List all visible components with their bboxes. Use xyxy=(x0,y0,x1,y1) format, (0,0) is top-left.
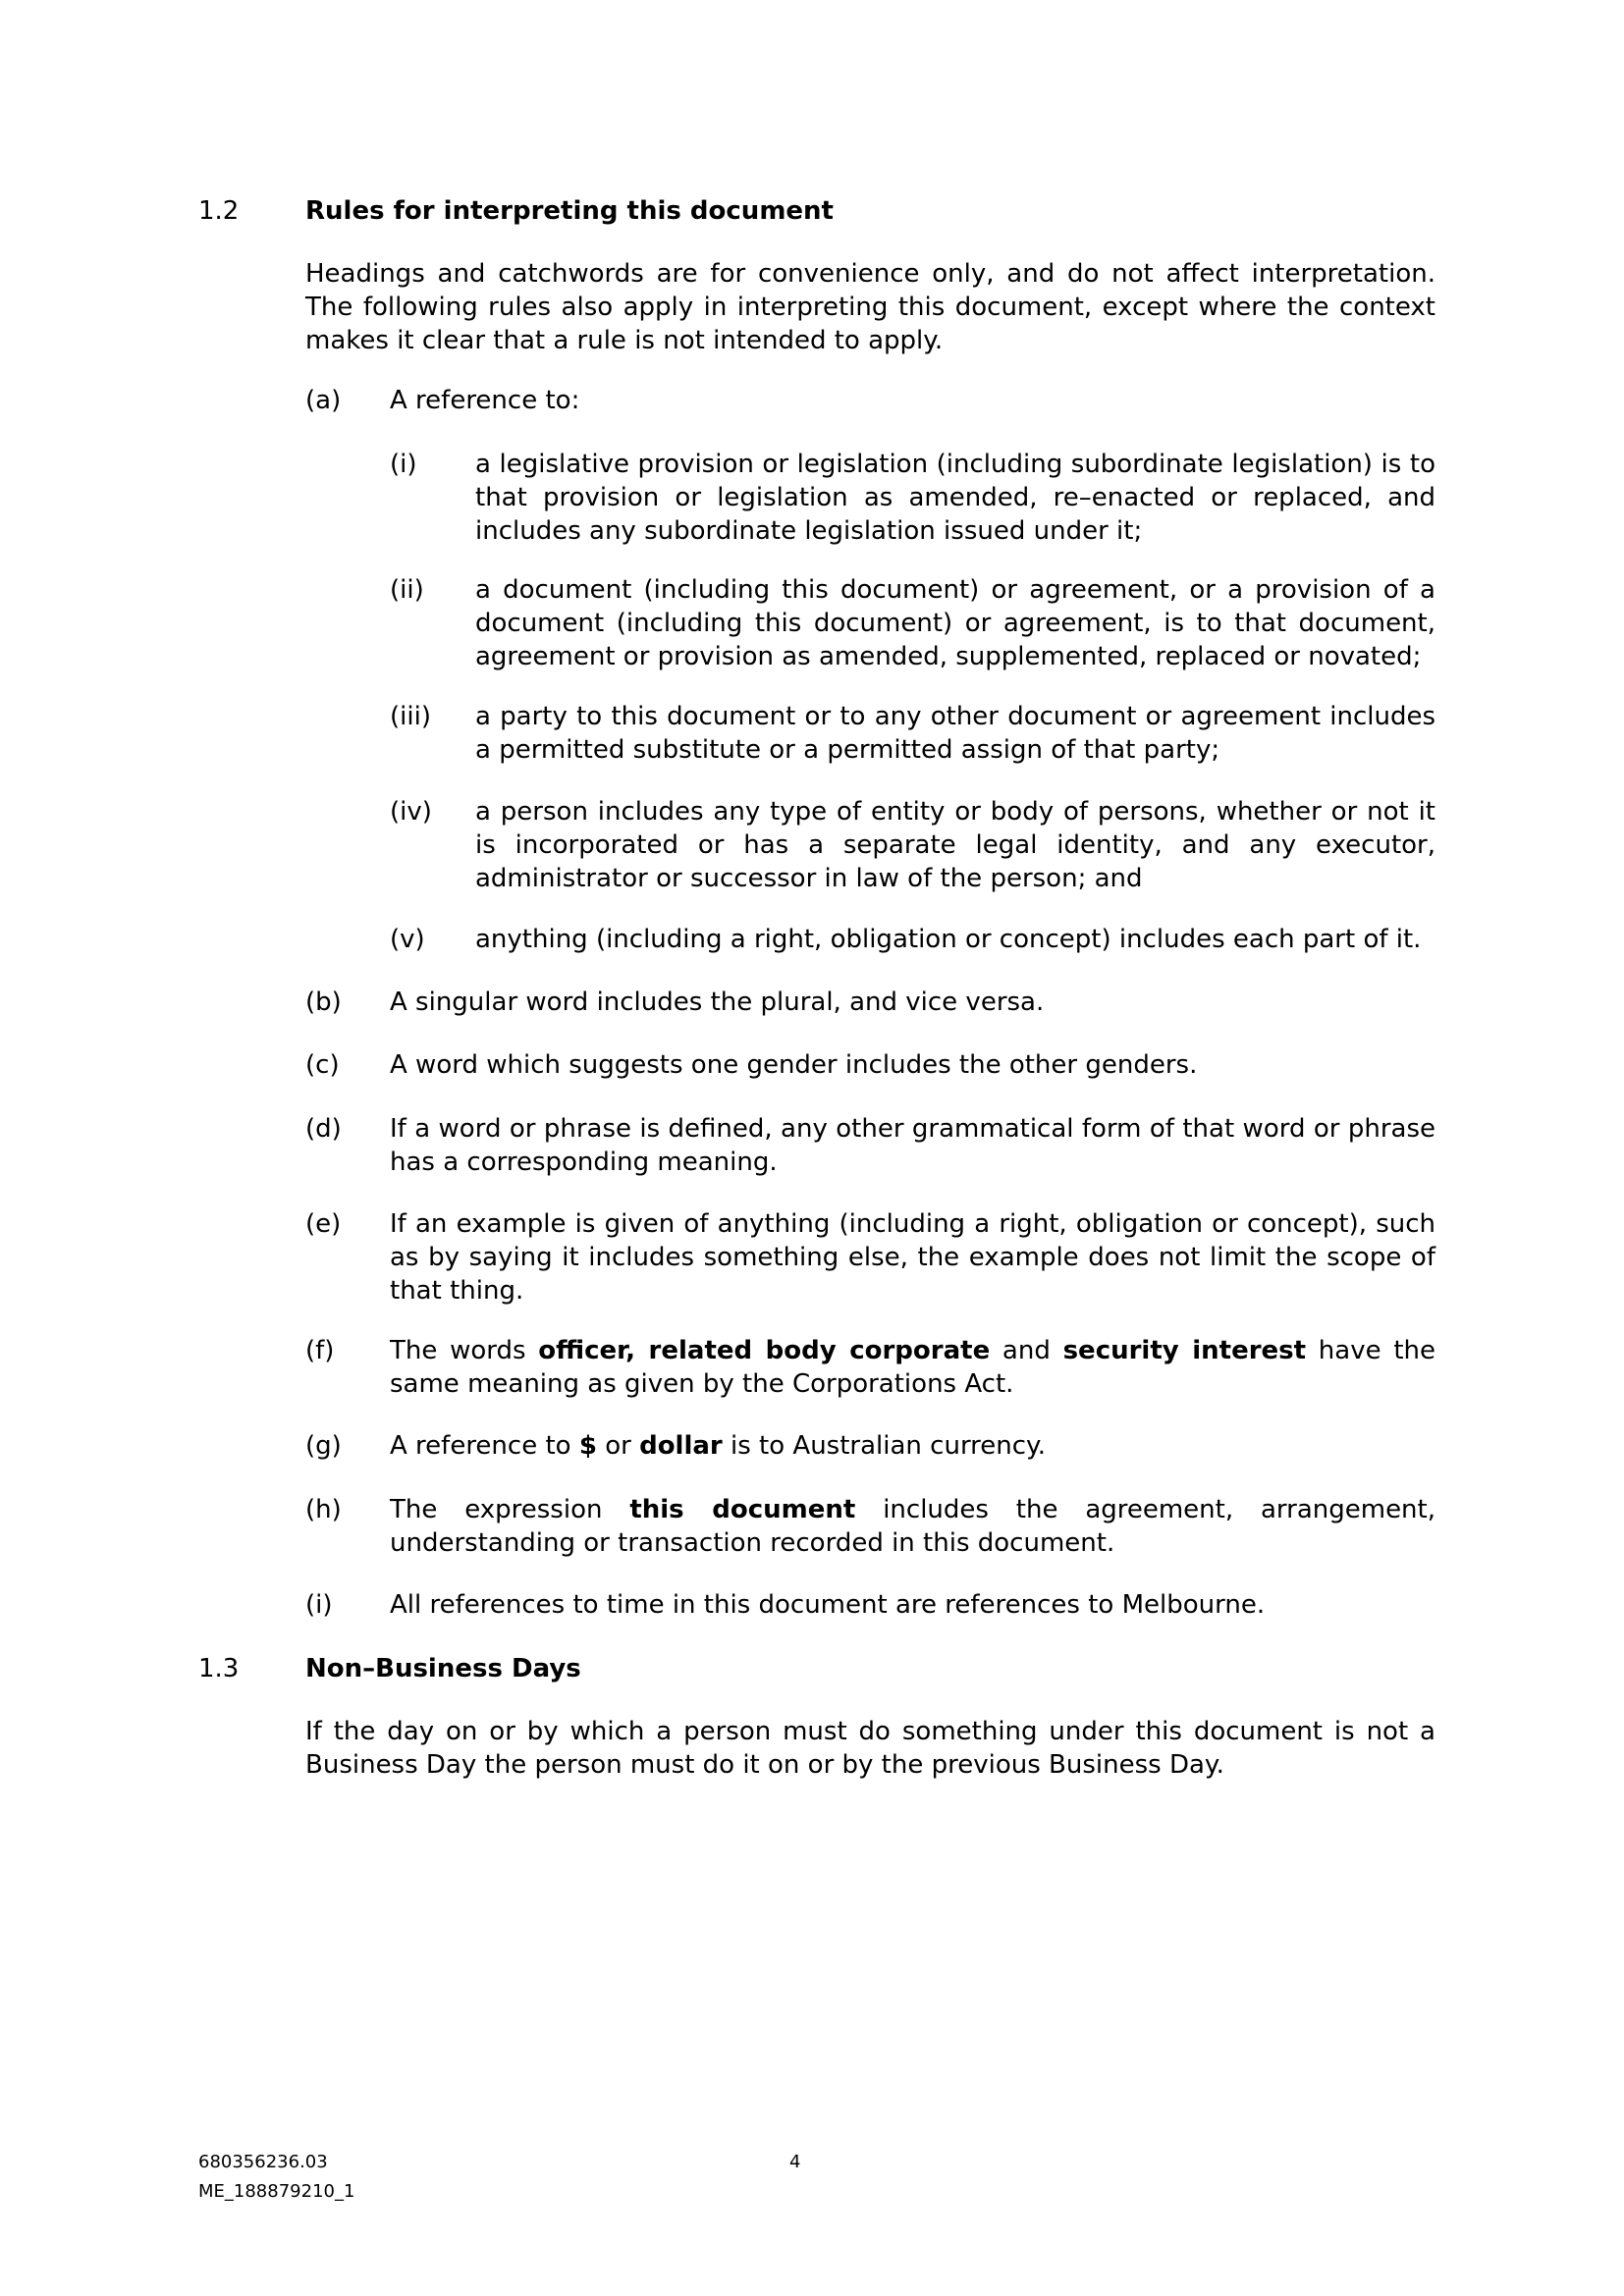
section-text: If the day on or by which a person must do something under this document is not a Business Day the person must do it on or by the previous Business Day. xyxy=(305,1717,1435,1780)
page-number: 4 xyxy=(789,2152,801,2172)
item-label: (d) xyxy=(305,1114,342,1144)
subitem-label: (iv) xyxy=(390,797,432,827)
defined-term: this document xyxy=(629,1495,856,1524)
section-intro: Headings and catchwords are for convenience only, and do not affect interpretation. The following rules also apply in interpreting this document, except where the context makes it clear that a rule is not intended to apply. xyxy=(305,259,1435,355)
item-label: (g) xyxy=(305,1431,342,1461)
item-text: The words officer, related body corporate and security interest have the same meaning as given by the Corporations Act. xyxy=(390,1336,1435,1399)
item-text: A word which suggests one gender includes the other genders. xyxy=(390,1050,1198,1080)
item-label: (i) xyxy=(305,1590,333,1620)
item-text: All references to time in this document are references to Melbourne. xyxy=(390,1590,1266,1620)
subitem-label: (iii) xyxy=(390,702,431,731)
subitem-text: anything (including a right, obligation or concept) includes each part of it. xyxy=(475,925,1422,954)
item-text: The expression this document includes the agreement, arrangement, understanding or transaction recorded in this document. xyxy=(390,1495,1435,1558)
item-text: A reference to: xyxy=(390,386,580,415)
subitem-text: a document (including this document) or agreement, or a provision of a document (including this document) or agreement, is to that document, agreement or provision as amended, supplemented, replaced or novated; xyxy=(475,575,1435,671)
section-number: 1.2 xyxy=(198,196,240,226)
footer-doc-id: 680356236.03 xyxy=(198,2152,328,2172)
item-label: (h) xyxy=(305,1495,342,1524)
section-title: Rules for interpreting this document xyxy=(305,196,834,226)
footer-ref: ME_188879210_1 xyxy=(198,2181,355,2202)
subitem-text: a person includes any type of entity or body of persons, whether or not it is incorporated or has a separate legal identity, and any executor, administrator or successor in law of the person; and xyxy=(475,797,1435,893)
item-label: (b) xyxy=(305,988,342,1017)
subitem-label: (v) xyxy=(390,925,425,954)
defined-term: $ xyxy=(578,1431,597,1461)
item-label: (a) xyxy=(305,386,342,415)
item-text: If a word or phrase is defined, any other grammatical form of that word or phrase has a corresponding meaning. xyxy=(390,1114,1435,1177)
item-label: (c) xyxy=(305,1050,340,1080)
defined-term: security interest xyxy=(1062,1336,1307,1365)
defined-term: officer, related body corporate xyxy=(538,1336,991,1365)
item-label: (e) xyxy=(305,1209,342,1239)
subitem-text: a legislative provision or legislation (including subordinate legislation) is to that provision or legislation as amended, re–enacted or replaced, and includes any subordinate legislation issued under it; xyxy=(475,450,1435,546)
subitem-text: a party to this document or to any other document or agreement includes a permitted substitute or a permitted assign of that party; xyxy=(475,702,1435,765)
section-number: 1.3 xyxy=(198,1654,240,1683)
item-text: A singular word includes the plural, and vice versa. xyxy=(390,988,1045,1017)
item-label: (f) xyxy=(305,1336,335,1365)
item-text: A reference to $ or dollar is to Australian currency. xyxy=(390,1431,1047,1461)
subitem-label: (i) xyxy=(390,450,417,479)
section-title: Non–Business Days xyxy=(305,1654,581,1683)
defined-term: dollar xyxy=(639,1431,723,1461)
subitem-label: (ii) xyxy=(390,575,424,605)
item-text: If an example is given of anything (including a right, obligation or concept), such as by saying it includes something else, the example does not limit the scope of that thing. xyxy=(390,1209,1435,1306)
